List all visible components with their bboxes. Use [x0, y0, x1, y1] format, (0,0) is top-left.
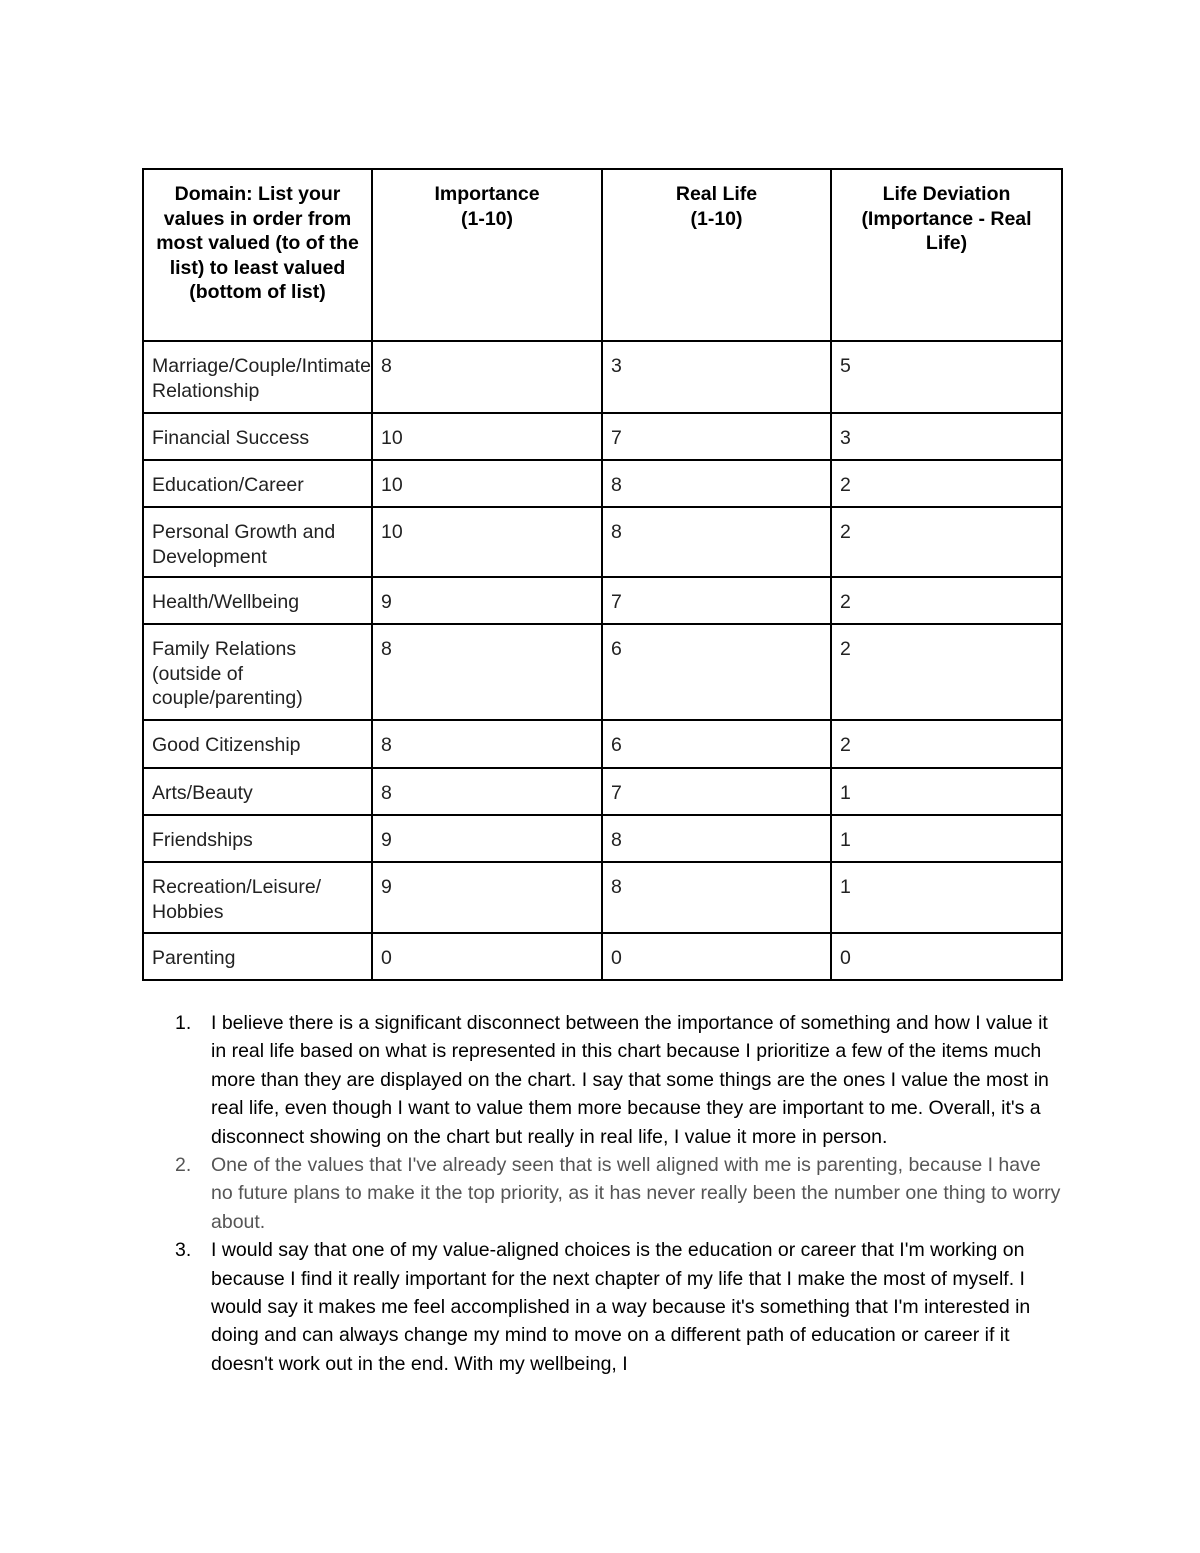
cell-deviation: 1: [831, 768, 1062, 815]
table-row: [143, 624, 1062, 720]
cell-domain: Family Relations (outside of couple/parenting): [143, 624, 372, 720]
cell-importance: 8: [372, 624, 602, 720]
cell-domain: Personal Growth and Development: [143, 507, 372, 577]
cell-deviation: 2: [831, 460, 1062, 507]
cell-importance: 8: [372, 768, 602, 815]
header-real-life: Real Life (1-10): [602, 169, 831, 341]
cell-deviation: 2: [831, 507, 1062, 577]
cell-real-life: 7: [602, 577, 831, 624]
list-item: [165, 1009, 1065, 1151]
table-row: [143, 815, 1062, 862]
cell-importance: 10: [372, 460, 602, 507]
table-row: [143, 862, 1062, 933]
cell-deviation: 3: [831, 413, 1062, 460]
cell-deviation: 0: [831, 933, 1062, 980]
values-table: [142, 168, 1063, 981]
cell-importance: 0: [372, 933, 602, 980]
list-text: One of the values that I've already seen that is well aligned with me is parenting, because I have no future plans to make it the top priority, as it has never really been the number one thing to worry about.: [211, 1154, 1061, 1233]
cell-deviation: 5: [831, 341, 1062, 413]
list-number: 3.: [175, 1239, 192, 1262]
header-importance: Importance (1-10): [372, 169, 602, 341]
cell-domain: Arts/Beauty: [143, 768, 372, 815]
list-item: [165, 1151, 1065, 1236]
cell-domain: Parenting: [143, 933, 372, 980]
table-row: [143, 507, 1062, 577]
list-text: I would say that one of my value-aligned choices is the education or career that I'm working on because I find it really important for the next chapter of my life that I make the most of myself. I would say it makes me feel accomplished in a way because it's something that I'm interested in doing and can always change my mind to move on a different path of education or career if it doesn't work out in the end. With my wellbeing, I: [211, 1239, 1031, 1375]
list-number: 2.: [175, 1154, 192, 1177]
cell-real-life: 7: [602, 768, 831, 815]
table-row: [143, 460, 1062, 507]
table-row: [143, 768, 1062, 815]
cell-real-life: 0: [602, 933, 831, 980]
table-row: [143, 933, 1062, 980]
cell-real-life: 6: [602, 624, 831, 720]
cell-importance: 8: [372, 341, 602, 413]
cell-importance: 8: [372, 720, 602, 768]
table-row: [143, 577, 1062, 624]
cell-real-life: 6: [602, 720, 831, 768]
cell-domain: Friendships: [143, 815, 372, 862]
cell-deviation: 1: [831, 862, 1062, 933]
cell-domain: Financial Success: [143, 413, 372, 460]
cell-importance: 9: [372, 815, 602, 862]
cell-real-life: 8: [602, 507, 831, 577]
cell-deviation: 2: [831, 624, 1062, 720]
cell-importance: 10: [372, 413, 602, 460]
reflection-list: [165, 1009, 1065, 1378]
cell-importance: 9: [372, 862, 602, 933]
table-header-row: [143, 169, 1062, 341]
cell-real-life: 8: [602, 460, 831, 507]
header-life-deviation: Life Deviation (Importance - Real Life): [831, 169, 1062, 341]
cell-domain: Recreation/Leisure/ Hobbies: [143, 862, 372, 933]
cell-real-life: 3: [602, 341, 831, 413]
table-row: [143, 720, 1062, 768]
cell-deviation: 1: [831, 815, 1062, 862]
cell-real-life: 7: [602, 413, 831, 460]
cell-domain: Good Citizenship: [143, 720, 372, 768]
table-row: [143, 413, 1062, 460]
cell-importance: 9: [372, 577, 602, 624]
list-item: [165, 1236, 1065, 1378]
cell-importance: 10: [372, 507, 602, 577]
cell-deviation: 2: [831, 577, 1062, 624]
cell-deviation: 2: [831, 720, 1062, 768]
cell-domain: Health/Wellbeing: [143, 577, 372, 624]
cell-real-life: 8: [602, 815, 831, 862]
cell-domain: Marriage/Couple/Intimate Relationship: [143, 341, 372, 413]
header-domain: Domain: List your values in order from most valued (to of the list) to least valued (bottom of list): [143, 169, 372, 341]
cell-domain: Education/Career: [143, 460, 372, 507]
list-number: 1.: [175, 1012, 192, 1034]
table-row: [143, 341, 1062, 413]
cell-real-life: 8: [602, 862, 831, 933]
list-text: I believe there is a significant disconnect between the importance of something and how I value it in real life based on what is represented in this chart because I prioritize a few of the items much more than they are displayed on the chart. I say that some things are the ones I value the most in real life, even though I want to value them more because they are important to me. Overall, it's a disconnect showing on the chart but really in real life, I value it more in person.: [211, 1012, 1049, 1148]
